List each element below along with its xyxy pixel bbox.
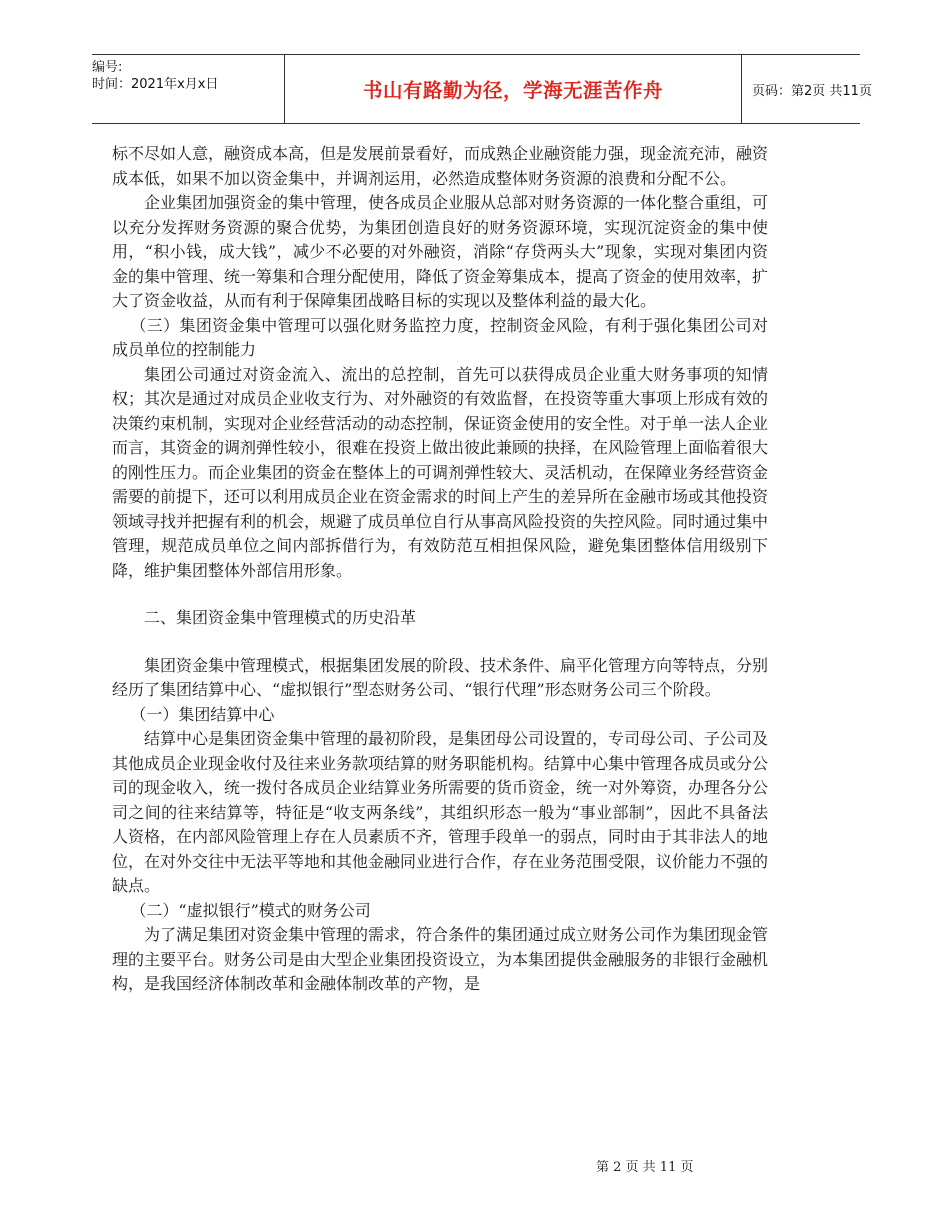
section-heading-history: 二、集团资金集中管理模式的历史沿革 (144, 608, 417, 627)
date-label: 时间：2021年x月x日 (92, 77, 219, 92)
page-header (92, 54, 872, 124)
paragraph-history-intro: 集团资金集中管理模式，根据集团发展的阶段、技术条件、扁平化管理方向等特点，分别经历了集团结算中心、“虚拟银行”型态财务公司、“银行代理”形态财务公司三个阶段。 (112, 655, 769, 699)
spacer (112, 631, 768, 654)
paragraph-settlement-center: 结算中心是集团资金集中管理的最初阶段，是集团母公司设置的，专司母公司、子公司及其他成员企业现金收付及往来业务款项结算的财务职能机构。结算中心集中管理各成员或分公司的现金收入，统一拨付各成员企业结算业务所需要的货币资金，统一对外筹资，办理各分公司之间的往来结算等，特征是“收支两条线”，其组织形态一般为“事业部制”，因此不具备法人资格，在内部风险管理上存在人员素质不齐，管理手段单一的弱点，同时由于其非法人的地位，在对外交往中无法平等地和其他金融同业进行合作，存在业务范围受限，议价能力不强的缺点。 (112, 729, 769, 895)
document-body (112, 142, 768, 997)
subheading-settlement-center: （一）集团结算中心 (130, 704, 275, 724)
header-motto-cell (284, 55, 742, 123)
paragraph-centralization-benefits: 企业集团加强资金的集中管理，使各成员企业服从总部对财务资源的一体化整合重组，可以充分发挥财务资源的聚合优势，为集团创造良好的财务资源环境，实现沉淀资金的集中使用，“积小钱，成大钱”，减少不必要的对外融资，消除“存贷两头大”现象，实现对集团内资金的集中管理、统一筹集和合理分配使用，降低了资金筹集成本，提高了资金的使用效率，扩大了资金收益，从而有利于保障集团战略目标的实现以及整体利益的最大化。 (112, 193, 769, 310)
header-motto: 书山有路勤为径，学海无涯苦作舟 (362, 79, 663, 102)
page-footer: 第 2 页 共 11 页 (596, 1160, 694, 1175)
spacer (112, 583, 768, 606)
header-meta (92, 59, 284, 119)
subheading-virtual-bank: （二）“虚拟银行”模式的财务公司 (130, 900, 371, 920)
paragraph-continued: 标不尽如人意，融资成本高，但是发展前景看好，而成熟企业融资能力强，现金流充沛，融资成本低，如果不加以资金集中，并调剂运用，必然造成整体财务资源的浪费和分配不公。 (112, 144, 769, 188)
subheading-control: （三）集团资金集中管理可以强化财务监控力度，控制资金风险，有利于强化集团公司对成员单位的控制能力 (112, 315, 768, 359)
paragraph-finance-company: 为了满足集团对资金集中管理的需求，符合条件的集团通过成立财务公司作为集团现金管理的主要平台。财务公司是由大型企业集团投资设立，为本集团提供金融服务的非银行金融机构，是我国经济体制改革和金融体制改革的产物，是 (112, 925, 769, 993)
header-page-number: 页码：第2页 共11页 (752, 83, 872, 99)
paragraph-control: 集团公司通过对资金流入、流出的总控制，首先可以获得成员企业重大财务事项的知情权；其次是通过对成员企业收支行为、对外融资的有效监督，在投资等重大事项上形成有效的决策约束机制，实现对企业经营活动的动态控制，保证资金使用的安全性。对于单一法人企业而言，其资金的调剂弹性较小，很难在投资上做出彼此兼顾的抉择，在风险管理上面临着很大的刚性压力。而企业集团的资金在整体上的可调剂弹性较大、灵活机动，在保障业务经营资金需要的前提下，还可以利用成员企业在资金需求的时间上产生的差异所在金融市场或其他投资领域寻找并把握有利的机会，规避了成员单位自行从事高风险投资的失控风险。同时通过集中管理，规范成员单位之间内部拆借行为，有效防范互相担保风险，避免集团整体信用级别下降，维护集团整体外部信用形象。 (112, 364, 769, 580)
serial-number-label: 编号: (92, 60, 123, 75)
